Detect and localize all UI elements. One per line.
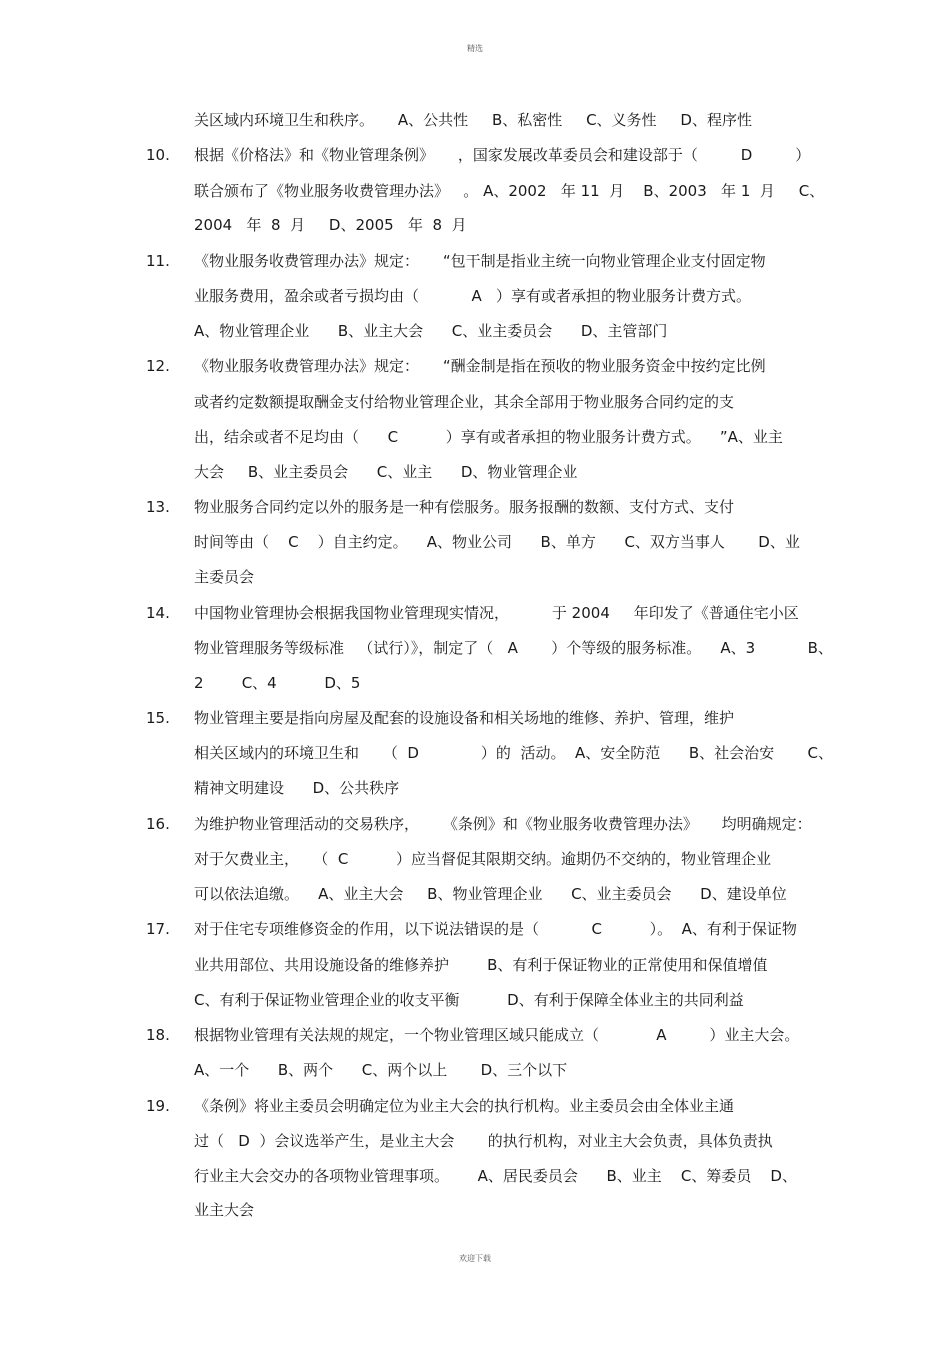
text-line: A、一个 B、两个 C、两个以上 D、三个以下 <box>194 1061 568 1079</box>
question-number: 16. <box>146 815 170 833</box>
text-line: 物业管理服务等级标准 （试行）》，制定了（ A ）个等级的服务标准。 A、3 B、 <box>194 639 833 657</box>
question-number: 15. <box>146 709 170 727</box>
text-line: 过（ D ）会议选举产生，是业主大会 的执行机构，对业主大会负责，具体负责执 <box>194 1132 773 1150</box>
text-line: 对于住宅专项维修资金的作用，以下说法错误的是（ C ）。 A、有利于保证物 <box>194 920 797 938</box>
question-number: 12. <box>146 357 170 375</box>
text-line: 大会 B、业主委员会 C、业主 D、物业管理企业 <box>194 463 578 481</box>
text-line: 物业管理主要是指向房屋及配套的设施设备和相关场地的维修、养护、管理，维护 <box>194 709 735 727</box>
text-line: 业共用部位、共用设施设备的维修养护 B、有利于保证物业的正常使用和保值增值 <box>194 956 768 974</box>
text-line: 根据物业管理有关法规的规定，一个物业管理区域只能成立（ A ）业主大会。 <box>194 1026 800 1044</box>
text-line: 时间等由（ C ）自主约定。 A、物业公司 B、单方 C、双方当事人 D、业 <box>194 533 800 551</box>
text-line: 中国物业管理协会根据我国物业管理现实情况， 于 2004 年印发了《普通住宅小区 <box>194 604 799 622</box>
question-number: 11. <box>146 252 170 270</box>
text-line: 出，结余或者不足均由（ C ）享有或者承担的物业服务计费方式。 ”A、业主 <box>194 428 783 446</box>
text-line: 根据《价格法》和《物业管理条例》 ，国家发展改革委员会和建设部于（ D ） <box>194 146 811 164</box>
text-line: 2 C、4 D、5 <box>194 674 361 692</box>
question-number: 13. <box>146 498 170 516</box>
text-line: 2004 年 8 月 D、2005 年 8 月 <box>194 216 467 234</box>
page-header: 精选 <box>467 44 483 53</box>
text-line: 《物业服务收费管理办法》规定： “包干制是指业主统一向物业管理企业支付固定物 <box>194 252 766 270</box>
question-number: 18. <box>146 1026 170 1044</box>
question-number: 14. <box>146 604 170 622</box>
text-line: 行业主大会交办的各项物业管理事项。 A、居民委员会 B、业主 C、筹委员 D、 <box>194 1167 797 1185</box>
text-line: 关区域内环境卫生和秩序。 A、公共性 B、私密性 C、义务性 D、程序性 <box>194 111 752 129</box>
text-line: 主委员会 <box>194 568 255 586</box>
text-line: 业主大会 <box>194 1201 255 1219</box>
text-line: 联合颁布了《物业服务收费管理办法》 。 A、2002 年 11 月 B、2003 年 1 月 C、 <box>194 182 825 200</box>
text-line: 《条例》将业主委员会明确定位为业主大会的执行机构。业主委员会由全体业主通 <box>194 1097 735 1115</box>
question-number: 19. <box>146 1097 170 1115</box>
page-footer: 欢迎下载 <box>459 1254 491 1263</box>
text-line: 可以依法追缴。 A、业主大会 B、物业管理企业 C、业主委员会 D、建设单位 <box>194 885 787 903</box>
text-line: A、物业管理企业 B、业主大会 C、业主委员会 D、主管部门 <box>194 322 668 340</box>
text-line: 对于欠费业主， （ C ）应当督促其限期交纳。逾期仍不交纳的，物业管理企业 <box>194 850 771 868</box>
text-line: 物业服务合同约定以外的服务是一种有偿服务。服务报酬的数额、支付方式、支付 <box>194 498 735 516</box>
text-line: C、有利于保证物业管理企业的收支平衡 D、有利于保障全体业主的共同利益 <box>194 991 744 1009</box>
text-line: 为维护物业管理活动的交易秩序， 《条例》和《物业服务收费管理办法》 均明确规定： <box>194 815 812 833</box>
text-line: 相关区域内的环境卫生和 （ D ）的 活动。 A、安全防范 B、社会治安 C、 <box>194 744 833 762</box>
text-line: 精神文明建设 D、公共秩序 <box>194 779 400 797</box>
text-line: 或者约定数额提取酬金支付给物业管理企业，其余全部用于物业服务合同约定的支 <box>194 393 735 411</box>
question-number: 10. <box>146 146 170 164</box>
text-line: 业服务费用，盈余或者亏损均由（ A ）享有或者承担的物业服务计费方式。 <box>194 287 752 305</box>
question-number: 17. <box>146 920 170 938</box>
text-line: 《物业服务收费管理办法》规定： “酬金制是指在预收的物业服务资金中按约定比例 <box>194 357 766 375</box>
